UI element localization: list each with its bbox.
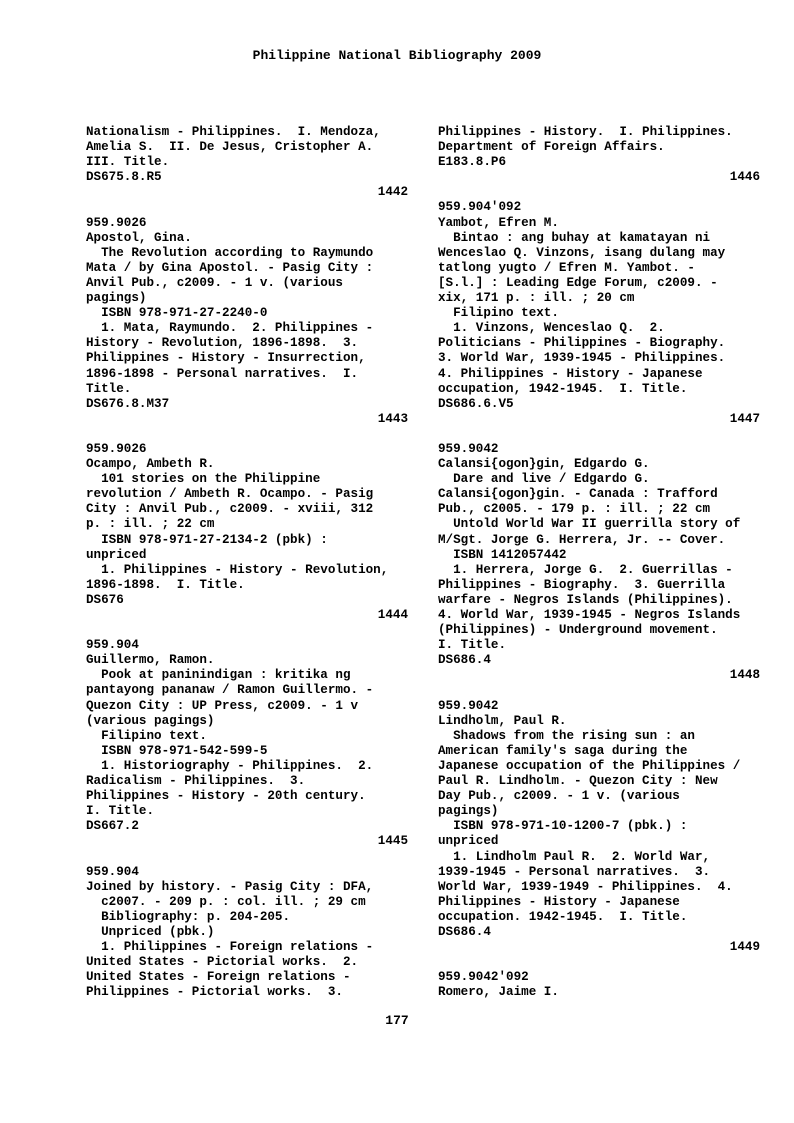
entry-line: Apostol, Gina.	[86, 230, 192, 245]
entry-line: occupation, 1942-1945. I. Title.	[438, 381, 688, 396]
entry-line: Calansi{ogon}gin, Edgardo G.	[438, 457, 650, 472]
entry-gap	[438, 185, 760, 200]
entry-line: 1896-1898 - Personal narratives. I.	[86, 366, 359, 381]
entry-gap	[438, 427, 760, 442]
entry-line: M/Sgt. Jorge G. Herrera, Jr. -- Cover.	[438, 532, 726, 547]
entry-number: 1445	[377, 834, 408, 849]
entry-line: Title.	[86, 381, 132, 396]
entry-line: Ocampo, Ambeth R.	[86, 457, 215, 472]
entry-line: 959.904'092	[438, 200, 522, 215]
entry-line: Radicalism - Philippines. 3.	[86, 774, 306, 789]
entry-line: DS686.6.V5	[438, 396, 514, 411]
entry-line: Philippines - History - 20th century.	[86, 789, 366, 804]
entry-line: 959.9042'092	[438, 970, 529, 985]
entry-line: Philippines - Pictorial works. 3.	[86, 985, 343, 1000]
entry-line: Philippines - History. I. Philippines.	[438, 125, 733, 139]
entry-line: DS667.2	[86, 819, 139, 834]
entry-line: III. Title.	[86, 155, 170, 170]
entry-line: p. : ill. ; 22 cm	[86, 517, 215, 532]
entry-line: 101 stories on the Philippine	[86, 472, 321, 487]
entry-line: ISBN 978-971-10-1200-7 (pbk.) :	[438, 819, 688, 834]
entry-line: Dare and live / Edgardo G.	[438, 472, 650, 487]
entry-line: 1. Vinzons, Wenceslao Q. 2.	[438, 321, 665, 336]
entry-line: 959.9042	[438, 441, 499, 456]
entry-gap	[86, 427, 408, 442]
entry-gap	[86, 623, 408, 638]
entry-gap	[438, 955, 760, 970]
entry-number: 1442	[377, 185, 408, 200]
entry-line: 959.904	[86, 638, 139, 653]
entry-line: 1. Philippines - Foreign relations -	[86, 940, 374, 955]
entry-line: (Philippines) - Underground movement.	[438, 623, 718, 638]
entry-line: Bintao : ang buhay at kamatayan ni	[438, 230, 711, 245]
entry-line: 1939-1945 - Personal narratives. 3.	[438, 864, 711, 879]
entry-line: Untold World War II guerrilla story of	[438, 517, 741, 532]
entry-line: pagings)	[86, 291, 147, 306]
entry-line: Department of Foreign Affairs.	[438, 140, 665, 155]
entry-line: Pub., c2005. - 179 p. : ill. ; 22 cm	[438, 502, 711, 517]
entry-line: I. Title.	[86, 804, 155, 819]
entry-line: DS676	[86, 592, 124, 607]
entry-line: ISBN 978-971-27-2134-2 (pbk) :	[86, 532, 328, 547]
entry-line: 4. World War, 1939-1945 - Negros Islands	[438, 608, 741, 622]
entry-line: United States - Pictorial works. 2.	[86, 955, 359, 970]
entry-line: revolution / Ambeth R. Ocampo. - Pasig	[86, 487, 374, 502]
entry-line: World War, 1939-1949 - Philippines. 4.	[438, 879, 733, 894]
entry-line: DS676.8.M37	[86, 396, 170, 411]
entry-line: Mata / by Gina Apostol. - Pasig City :	[86, 260, 374, 275]
entry-line: ISBN 978-971-27-2240-0	[86, 306, 268, 321]
entry-line: [S.l.] : Leading Edge Forum, c2009. -	[438, 275, 718, 290]
entry-line: DS686.4	[438, 924, 491, 939]
page-number: 177	[385, 1013, 409, 1028]
entry-line: Philippines - History - Insurrection,	[86, 351, 366, 366]
right-column	[438, 125, 760, 1000]
entry-line: DS686.4	[438, 653, 491, 668]
entry-line: Unpriced (pbk.)	[86, 924, 215, 939]
entry-line: Anvil Pub., c2009. - 1 v. (various	[86, 275, 343, 290]
entry-line: Philippines - Biography. 3. Guerrilla	[438, 577, 726, 592]
entry-line: American family's saga during the	[438, 743, 688, 758]
entry-line: Filipino text.	[86, 728, 207, 743]
entry-line: Calansi{ogon}gin. - Canada : Trafford	[438, 487, 718, 502]
entry-line: ISBN 1412057442	[438, 547, 567, 562]
entry-line: 1. Mata, Raymundo. 2. Philippines -	[86, 321, 374, 336]
entry-line: Shadows from the rising sun : an	[438, 728, 695, 743]
entry-number: 1444	[377, 608, 408, 622]
entry-gap	[86, 850, 408, 865]
entry-line: DS675.8.R5	[86, 170, 162, 185]
entry-gap	[86, 200, 408, 215]
entry-number: 1443	[377, 411, 408, 426]
entry-line: 959.9042	[438, 698, 499, 713]
entry-line: Bibliography: p. 204-205.	[86, 909, 291, 924]
entry-line: I. Title.	[438, 638, 507, 653]
entry-line: Wenceslao Q. Vinzons, isang dulang may	[438, 245, 726, 260]
entry-line: United States - Foreign relations -	[86, 970, 351, 985]
entry-line: Romero, Jaime I.	[438, 985, 559, 1000]
entry-line: occupation. 1942-1945. I. Title.	[438, 909, 688, 924]
entry-line: 959.9026	[86, 441, 147, 456]
entry-line: pagings)	[438, 804, 499, 819]
entry-number: 1446	[729, 170, 760, 185]
entry-line: The Revolution according to Raymundo	[86, 245, 374, 260]
entry-line: (various pagings)	[86, 713, 215, 728]
entry-line: 1. Lindholm Paul R. 2. World War,	[438, 849, 711, 864]
entry-line: xix, 171 p. : ill. ; 20 cm	[438, 291, 635, 306]
entry-line: warfare - Negros Islands (Philippines).	[438, 592, 733, 607]
page-title: Philippine National Bibliography 2009	[252, 48, 542, 63]
entry-line: Yambot, Efren M.	[438, 215, 559, 230]
entry-number: 1449	[729, 940, 760, 955]
entry-gap	[438, 683, 760, 698]
entry-line: Japanese occupation of the Philippines /	[438, 758, 741, 773]
entry-line: Guillermo, Ramon.	[86, 653, 215, 668]
entry-line: Philippines - History - Japanese	[438, 894, 680, 909]
entry-line: pantayong pananaw / Ramon Guillermo. -	[86, 683, 374, 698]
entry-number: 1448	[729, 668, 760, 683]
entry-line: Lindholm, Paul R.	[438, 713, 567, 728]
entry-line: 1. Historiography - Philippines. 2.	[86, 758, 374, 773]
entry-line: 959.904	[86, 864, 139, 879]
entry-line: ISBN 978-971-542-599-5	[86, 743, 268, 758]
entry-line: Politicians - Philippines - Biography.	[438, 336, 726, 351]
entry-line: unpriced	[438, 834, 499, 849]
entry-line: History - Revolution, 1896-1898. 3.	[86, 336, 359, 351]
entry-line: 959.9026	[86, 215, 147, 230]
entry-line: c2007. - 209 p. : col. ill. ; 29 cm	[86, 894, 366, 909]
entry-line: tatlong yugto / Efren M. Yambot. -	[438, 260, 695, 275]
entry-line: 3. World War, 1939-1945 - Philippines.	[438, 351, 726, 366]
entry-line: 1. Philippines - History - Revolution,	[86, 562, 389, 577]
entry-number: 1447	[729, 411, 760, 426]
entry-line: Amelia S. II. De Jesus, Cristopher A.	[86, 140, 374, 155]
entry-line: 4. Philippines - History - Japanese	[438, 366, 703, 381]
entry-line: Filipino text.	[438, 306, 559, 321]
entry-line: Paul R. Lindholm. - Quezon City : New	[438, 774, 718, 789]
entry-line: 1896-1898. I. Title.	[86, 577, 245, 592]
entry-line: E183.8.P6	[438, 155, 507, 170]
entry-line: 1. Herrera, Jorge G. 2. Guerrillas -	[438, 562, 733, 577]
left-column	[86, 125, 408, 1000]
entry-line: Nationalism - Philippines. I. Mendoza,	[86, 125, 381, 139]
entry-line: Quezon City : UP Press, c2009. - 1 v	[86, 698, 359, 713]
entry-line: Joined by history. - Pasig City : DFA,	[86, 879, 374, 894]
entry-line: City : Anvil Pub., c2009. - xviii, 312	[86, 502, 374, 517]
entry-line: Day Pub., c2009. - 1 v. (various	[438, 789, 680, 804]
entry-line: Pook at paninindigan : kritika ng	[86, 668, 351, 683]
entry-line: unpriced	[86, 547, 147, 562]
